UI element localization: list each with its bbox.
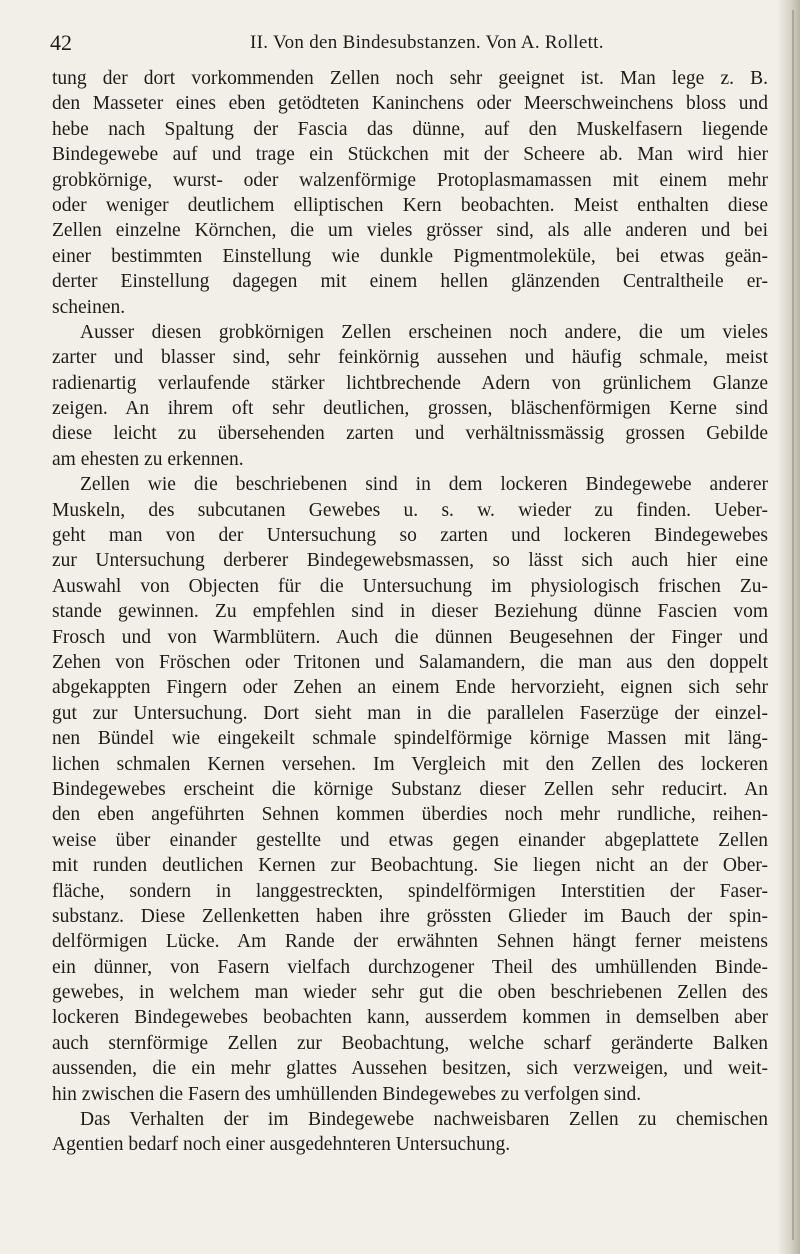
text-line: stande gewinnen. Zu empfehlen sind in dieser Beziehung dünne Fascien vom	[52, 601, 768, 623]
text-line: nen Bündel wie eingekeilt schmale spindelförmige körnige Massen mit läng-	[52, 728, 768, 750]
text-line: Zellen wie die beschriebenen sind in dem lockeren Bindegewebe anderer	[80, 474, 768, 496]
text-line: substanz. Diese Zellenketten haben ihre grössten Glieder im Bauch der spin-	[52, 905, 768, 927]
text-line: Das Verhalten der im Bindegewebe nachweisbaren Zellen zu chemischen	[80, 1109, 768, 1131]
text-line: Zehen von Fröschen oder Tritonen und Salamandern, die man aus den doppelt	[52, 651, 768, 673]
text-line: am ehesten zu erkennen.	[52, 448, 244, 470]
text-line: den eben angeführten Sehnen kommen überdies noch mehr rundliche, reihen-	[52, 804, 768, 826]
text-line: gut zur Untersuchung. Dort sieht man in die parallelen Faserzüge der einzel-	[52, 702, 768, 724]
body-text	[52, 66, 768, 1158]
text-line: Muskeln, des subcutanen Gewebes u. s. w. wieder zu finden. Ueber-	[52, 499, 768, 521]
text-line: Bindegewebes erscheint die körnige Substanz dieser Zellen sehr reducirt. An	[52, 778, 768, 800]
text-line: ein dünner, von Fasern vielfach durchzogener Theil des umhüllenden Binde-	[52, 956, 768, 978]
text-line: abgekappten Fingern oder Zehen an einem Ende hervorzieht, eignen sich sehr	[52, 677, 768, 699]
running-title: II. Von den Bindesubstanzen. Von A. Rollett.	[250, 32, 604, 53]
text-line: derter Einstellung dagegen mit einem hellen glänzenden Centraltheile er-	[52, 271, 768, 293]
text-line: mit runden deutlichen Kernen zur Beobachtung. Sie liegen nicht an der Ober-	[52, 855, 768, 877]
text-line: Bindegewebe auf und trage ein Stückchen mit der Scheere ab. Man wird hier	[52, 144, 768, 166]
text-line: zeigen. An ihrem oft sehr deutlichen, grossen, bläschenförmigen Kerne sind	[52, 398, 768, 420]
text-line: hin zwischen die Fasern des umhüllenden Bindegewebes zu verfolgen sind.	[52, 1083, 642, 1105]
text-line: Auswahl von Objecten für die Untersuchung im physiologisch frischen Zu-	[52, 575, 768, 597]
page-number: 42	[50, 30, 72, 55]
text-line: einer bestimmten Einstellung wie dunkle Pigmentmoleküle, bei etwas geän-	[52, 245, 768, 267]
text-line: zur Untersuchung derberer Bindegewebsmassen, so lässt sich auch hier eine	[52, 550, 768, 572]
text-line: lichen schmalen Kernen versehen. Im Vergleich mit den Zellen des lockeren	[52, 753, 768, 775]
page-edge-shadow	[778, 0, 800, 1254]
text-line: Agentien bedarf noch einer ausgedehnteren Untersuchung.	[52, 1134, 511, 1156]
text-line: Zellen einzelne Körnchen, die um vieles grösser sind, als alle anderen und bei	[52, 220, 768, 242]
text-line: den Masseter eines eben getödteten Kaninchens oder Meerschweinchens bloss und	[52, 93, 768, 115]
text-line: aussenden, die ein mehr glattes Aussehen besitzen, sich verzweigen, und weit-	[52, 1058, 768, 1080]
text-line: scheinen.	[52, 296, 126, 318]
text-line: grobkörnige, wurst- oder walzenförmige Protoplasmamassen mit einem mehr	[52, 169, 768, 191]
text-line: auch sternförmige Zellen zur Beobachtung, welche scharf geränderte Balken	[52, 1032, 768, 1054]
text-line: hebe nach Spaltung der Fascia das dünne, auf den Muskelfasern liegende	[52, 118, 768, 140]
text-line: radienartig verlaufende stärker lichtbrechende Adern von grünlichem Glanze	[52, 372, 768, 394]
page-edge-line	[792, 10, 794, 1240]
text-line: oder weniger deutlichem elliptischen Kern beobachten. Meist enthalten diese	[52, 194, 768, 216]
text-line: fläche, sondern in langgestreckten, spindelförmigen Interstitien der Faser-	[52, 880, 768, 902]
text-line: delförmigen Lücke. Am Rande der erwähnten Sehnen hängt ferner meistens	[52, 931, 768, 953]
text-line: diese leicht zu übersehenden zarten und verhältnissmässig grossen Gebilde	[52, 423, 768, 445]
text-line: lockeren Bindegewebes beobachten kann, ausserdem kommen in demselben aber	[52, 1007, 768, 1029]
text-line: tung der dort vorkommenden Zellen noch sehr geeignet ist. Man lege z. B.	[52, 68, 768, 89]
text-line: Ausser diesen grobkörnigen Zellen erscheinen noch andere, die um vieles	[80, 321, 768, 343]
text-line: geht man von der Untersuchung so zarten und lockeren Bindegewebes	[52, 525, 768, 547]
text-line: Frosch und von Warmblütern. Auch die dünnen Beugesehnen der Finger und	[52, 626, 768, 648]
text-line: gewebes, in welchem man wieder sehr gut die oben beschriebenen Zellen des	[52, 982, 768, 1004]
text-line: zarter und blasser sind, sehr feinkörnig aussehen und häufig schmale, meist	[52, 347, 768, 369]
page-header	[50, 30, 750, 70]
text-line: weise über einander gestellte und etwas gegen einander abgeplattete Zellen	[52, 829, 768, 851]
